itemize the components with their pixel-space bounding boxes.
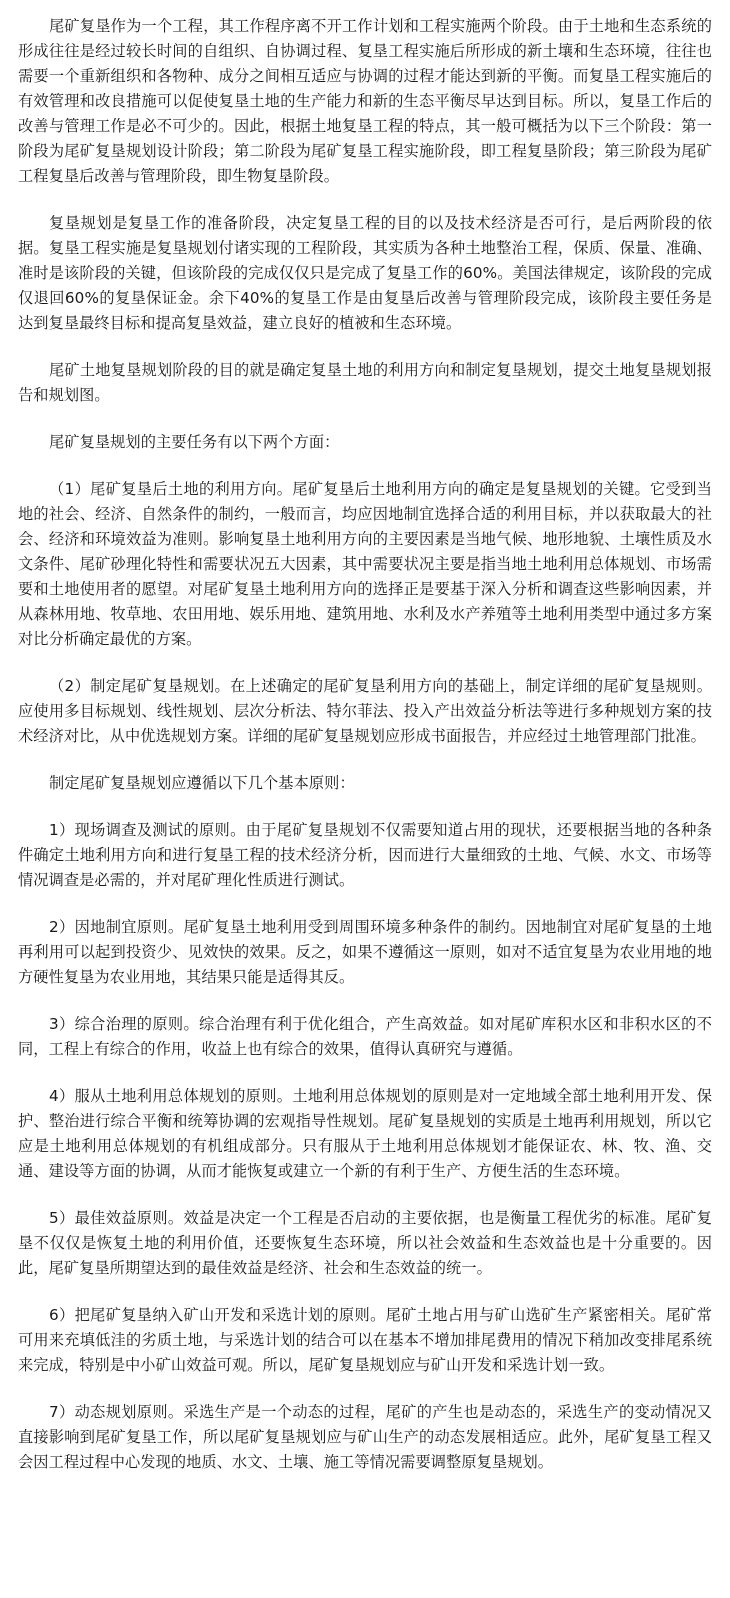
- paragraph-principle-5: 5）最佳效益原则。效益是决定一个工程是否启动的主要依据，也是衡量工程优劣的标准。尾矿复垦不仅仅是恢复土地的利用价值，还要恢复生态环境，所以社会效益和生态效益也是十分重要的。因此，尾矿复垦所期望达到的最佳效益是经济、社会和生态效益的统一。: [18, 1209, 712, 1277]
- paragraph-main-tasks-intro: 尾矿复垦规划的主要任务有以下两个方面：: [49, 433, 340, 451]
- paragraph-planning-stage: 复垦规划是复垦工作的准备阶段，决定复垦工程的目的以及技术经济是否可行，是后两阶段的依据。复垦工程实施是复垦规划付诸实现的工程阶段，其实质为各种土地整治工程，保质、保量、准确、准时是该阶段的关键，但该阶段的完成仅仅只是完成了复垦工作的60%。美国法律规定，该阶段的完成仅退回60%的复垦保证金。余下40%的复垦工作是由复垦后改善与管理阶段完成，该阶段主要任务是达到复垦最终目标和提高复垦效益，建立良好的植被和生态环境。: [18, 214, 712, 332]
- paragraph-overview: 尾矿复垦作为一个工程，其工作程序离不开工作计划和工程实施两个阶段。由于土地和生态系统的形成往往是经过较长时间的自组织、自协调过程、复垦工程实施后所形成的新土壤和生态环境，往往也需要一个重新组织和各物种、成分之间相互适应与协调的过程才能达到新的平衡。而复垦工程实施后的有效管理和改良措施可以促使复垦土地的生产能力和新的生态平衡尽早达到目标。所以，复垦工作后的改善与管理工作是必不可少的。因此，根据土地复垦工程的特点，其一般可概括为以下三个阶段：第一阶段为尾矿复垦规划设计阶段；第二阶段为尾矿复垦工程实施阶段，即工程复垦阶段；第三阶段为尾矿工程复垦后改善与管理阶段，即生物复垦阶段。: [18, 17, 712, 185]
- paragraph-principles-intro: 制定尾矿复垦规划应遵循以下几个基本原则：: [49, 774, 355, 792]
- paragraph-task-1: （1）尾矿复垦后土地的利用方向。尾矿复垦后土地利用方向的确定是复垦规划的关键。它受到当地的社会、经济、自然条件的制约，一般而言，均应因地制宜选择合适的利用目标，并以获取最大的社会、经济和环境效益为准则。影响复垦土地利用方向的主要因素是当地气候、地形地貌、土壤性质及水文条件、尾矿砂理化特性和需要状况五大因素，其中需要状况主要是指当地土地利用总体规划、市场需要和土地使用者的愿望。对尾矿复垦土地利用方向的选择正是要基于深入分析和调查这些影响因素，并从森林用地、牧草地、农田用地、娱乐用地、建筑用地、水利及水产养殖等土地利用类型中通过多方案对比分析确定最优的方案。: [18, 480, 712, 648]
- paragraph-principle-7: 7）动态规划原则。采选生产是一个动态的过程，尾矿的产生也是动态的，采选生产的变动情况又直接影响到尾矿复垦工作，所以尾矿复垦规划应与矿山生产的动态发展相适应。此外，尾矿复垦工程又会因工程过程中心发现的地质、水文、土壤、施工等情况需要调整原复垦规划。: [18, 1403, 712, 1471]
- paragraph-principle-1: 1）现场调查及测试的原则。由于尾矿复垦规划不仅需要知道占用的现状，还要根据当地的各种条件确定土地利用方向和进行复垦工程的技术经济分析，因而进行大量细致的土地、气候、水文、市场等情况调查是必需的，并对尾矿理化性质进行测试。: [18, 821, 712, 889]
- paragraph-principle-4: 4）服从土地利用总体规划的原则。土地利用总体规划的原则是对一定地域全部土地利用开发、保护、整治进行综合平衡和统筹协调的宏观指导性规划。尾矿复垦规划的实质是土地再利用规划，所以它应是土地利用总体规划的有机组成部分。只有服从于土地利用总体规划才能保证农、林、牧、渔、交通、建设等方面的协调，从而才能恢复或建立一个新的有利于生产、方便生活的生态环境。: [18, 1087, 712, 1180]
- paragraph-task-2: （2）制定尾矿复垦规划。在上述确定的尾矿复垦利用方向的基础上，制定详细的尾矿复垦规则。应使用多目标规划、线性规划、层次分析法、特尔菲法、投入产出效益分析法等进行多种规划方案的技术经济对比，从中优选规划方案。详细的尾矿复垦规划应形成书面报告，并应经过土地管理部门批准。: [18, 677, 712, 745]
- paragraph-principle-3: 3）综合治理的原则。综合治理有利于优化组合，产生高效益。如对尾矿库积水区和非积水区的不同，工程上有综合的作用，收益上也有综合的效果，值得认真研究与遵循。: [18, 1015, 712, 1058]
- paragraph-principle-2: 2）因地制宜原则。尾矿复垦土地利用受到周围环境多种条件的制约。因地制宜对尾矿复垦的土地再利用可以起到投资少、见效快的效果。反之，如果不遵循这一原则，如对不适宜复垦为农业用地的地方硬性复垦为农业用地，其结果只能是适得其反。: [18, 918, 712, 986]
- paragraph-planning-purpose: 尾矿土地复垦规划阶段的目的就是确定复垦土地的利用方向和制定复垦规划，提交土地复垦规划报告和规划图。: [18, 361, 712, 404]
- paragraph-principle-6: 6）把尾矿复垦纳入矿山开发和采选计划的原则。尾矿土地占用与矿山选矿生产紧密相关。尾矿常可用来充填低洼的劣质土地，与采选计划的结合可以在基本不增加排尾费用的情况下稍加改变排尾系统来完成，特别是中小矿山效益可观。所以，尾矿复垦规划应与矿山开发和采选计划一致。: [18, 1306, 712, 1374]
